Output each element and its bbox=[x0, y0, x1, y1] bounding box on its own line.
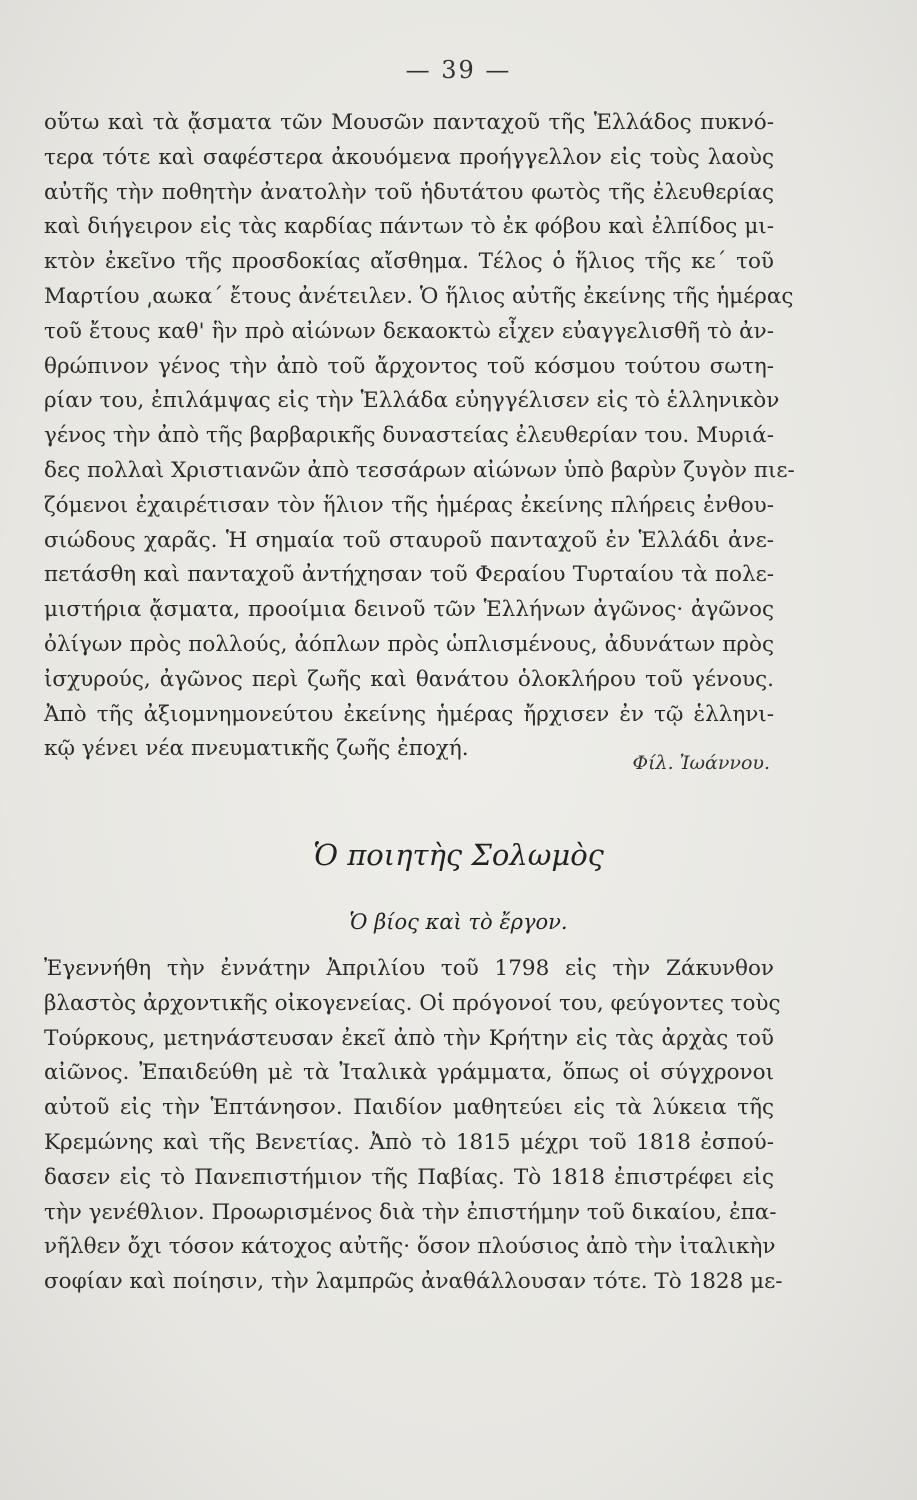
text-line: κῷ γένει νέα πνευματικῆς ζωῆς ἐποχή. bbox=[44, 736, 469, 762]
text-line: Ἐγεννήθη τὴν ἐννάτην Ἀπριλίου τοῦ 1798 εἰς τὴν Ζάκυνθον bbox=[44, 956, 774, 981]
text-line: πετάσθη καὶ πανταχοῦ ἀντήχησαν τοῦ Φεραίου Τυρταίου τὰ πολε- bbox=[44, 562, 774, 588]
paragraph-2 bbox=[44, 952, 783, 1300]
page-number: — 39 — bbox=[405, 56, 512, 84]
text-line: τὴν γενέθλιον. Προωρισμένος διὰ τὴν ἐπιστήμην τοῦ δικαίου, ἐπα- bbox=[44, 1199, 777, 1225]
author-signature: Φίλ. Ἰωάννου. bbox=[632, 752, 770, 774]
text-line: δες πολλαὶ Χριστιανῶν ἀπὸ τεσσάρων αἰώνων ὑπὸ βαρὺν ζυγὸν πιε- bbox=[44, 457, 795, 483]
text-line: Κρεμώνης καὶ τῆς Βενετίας. Ἀπὸ τὸ 1815 μέχρι τοῦ 1818 ἐσπού- bbox=[44, 1129, 774, 1155]
section-subtitle: Ὁ βίος καὶ τὸ ἔργον. bbox=[349, 910, 568, 934]
text-line: σιώδους χαρᾶς. Ἡ σημαία τοῦ σταυροῦ πανταχοῦ ἐν Ἑλλάδι ἀνε- bbox=[44, 527, 774, 553]
text-line: βλαστὸς ἀρχοντικῆς οἰκογενείας. Οἱ πρόγονοί του, φεύγοντες τοὺς bbox=[44, 990, 781, 1016]
text-line: δασεν εἰς τὸ Πανεπιστήμιον τῆς Παβίας. Τὸ 1818 ἐπιστρέφει εἰς bbox=[44, 1164, 774, 1190]
text-line: αὐτῆς τὴν ποθητὴν ἀνατολὴν τοῦ ἡδυτάτου φωτὸς τῆς ἐλευθερίας bbox=[44, 179, 774, 205]
text-line: ρίαν του, ἐπιλάμψας εἰς τὴν Ἑλλάδα εὐηγγέλισεν εἰς τὸ ἑλληνικὸν bbox=[44, 388, 780, 414]
text-line: αἰῶνος. Ἐπαιδεύθη μὲ τὰ Ἰταλικὰ γράμματα, ὅπως οἱ σύγχρονοι bbox=[44, 1060, 774, 1086]
text-line: ἰσχυρούς, ἀγῶνος περὶ ζωῆς καὶ θανάτου ὁλοκλήρου τοῦ γένους. bbox=[44, 666, 774, 692]
text-line: μιστήρια ᾄσματα, προοίμια δεινοῦ τῶν Ἑλλήνων ἀγῶνος· ἀγῶνος bbox=[44, 597, 774, 623]
text-line: νῆλθεν ὄχι τόσον κάτοχος αὐτῆς· ὅσον πλούσιος ἀπὸ τὴν ἰταλικὴν bbox=[44, 1234, 776, 1260]
paragraph-1 bbox=[44, 106, 795, 767]
text-line: αὐτοῦ εἰς τὴν Ἑπτάνησον. Παιδίον μαθητεύει εἰς τὰ λύκεια τῆς bbox=[44, 1095, 774, 1121]
text-line: Μαρτίου ͵αωκα´ ἔτους ἀνέτειλεν. Ὁ ἥλιος αὐτῆς ἐκείνης τῆς ἡμέρας bbox=[44, 283, 794, 309]
text-line: γένος τὴν ἀπὸ τῆς βαρβαρικῆς δυναστείας ἐλευθερίαν του. Μυριά- bbox=[44, 423, 775, 449]
text-line: τοῦ ἔτους καθ' ἣν πρὸ αἰώνων δεκαοκτὼ εἶχεν εὐαγγελισθῆ τὸ ἀν- bbox=[44, 318, 774, 344]
text-line: οὕτω καὶ τὰ ᾄσματα τῶν Μουσῶν πανταχοῦ τῆς Ἑλλάδος πυκνό- bbox=[44, 110, 774, 135]
text-line: Ἀπὸ τῆς ἀξιομνημονεύτου ἐκείνης ἡμέρας ἤρχισεν ἐν τῷ ἑλληνι- bbox=[44, 701, 774, 727]
text-line: ὀλίγων πρὸς πολλούς, ἀόπλων πρὸς ὡπλισμένους, ἀδυνάτων πρὸς bbox=[44, 631, 774, 657]
text-line: καὶ διήγειρον εἰς τὰς καρδίας πάντων τὸ ἐκ φόβου καὶ ἐλπίδος μι- bbox=[44, 214, 774, 240]
section-title: Ὁ ποιητὴς Σολωμὸς bbox=[313, 838, 604, 872]
text-line: ζόμενοι ἐχαιρέτισαν τὸν ἥλιον τῆς ἡμέρας ἐκείνης πλήρεις ἐνθου- bbox=[44, 492, 774, 518]
text-line: τερα τότε καὶ σαφέστερα ἀκουόμενα προήγγελλον εἰς τοὺς λαοὺς bbox=[44, 144, 774, 170]
text-line: θρώπινον γένος τὴν ἀπὸ τοῦ ἄρχοντος τοῦ κόσμου τούτου σωτη- bbox=[44, 353, 774, 379]
text-line: Τούρκους, μετηνάστευσαν ἐκεῖ ἀπὸ τὴν Κρήτην εἰς τὰς ἀρχὰς τοῦ bbox=[44, 1025, 774, 1051]
text-line: κτὸν ἐκεῖνο τῆς προσδοκίας αἴσθημα. Τέλος ὁ ἥλιος τῆς κε´ τοῦ bbox=[44, 249, 774, 275]
text-line: σοφίαν καὶ ποίησιν, τὴν λαμπρῶς ἀναθάλλουσαν τότε. Τὸ 1828 με- bbox=[44, 1269, 783, 1295]
